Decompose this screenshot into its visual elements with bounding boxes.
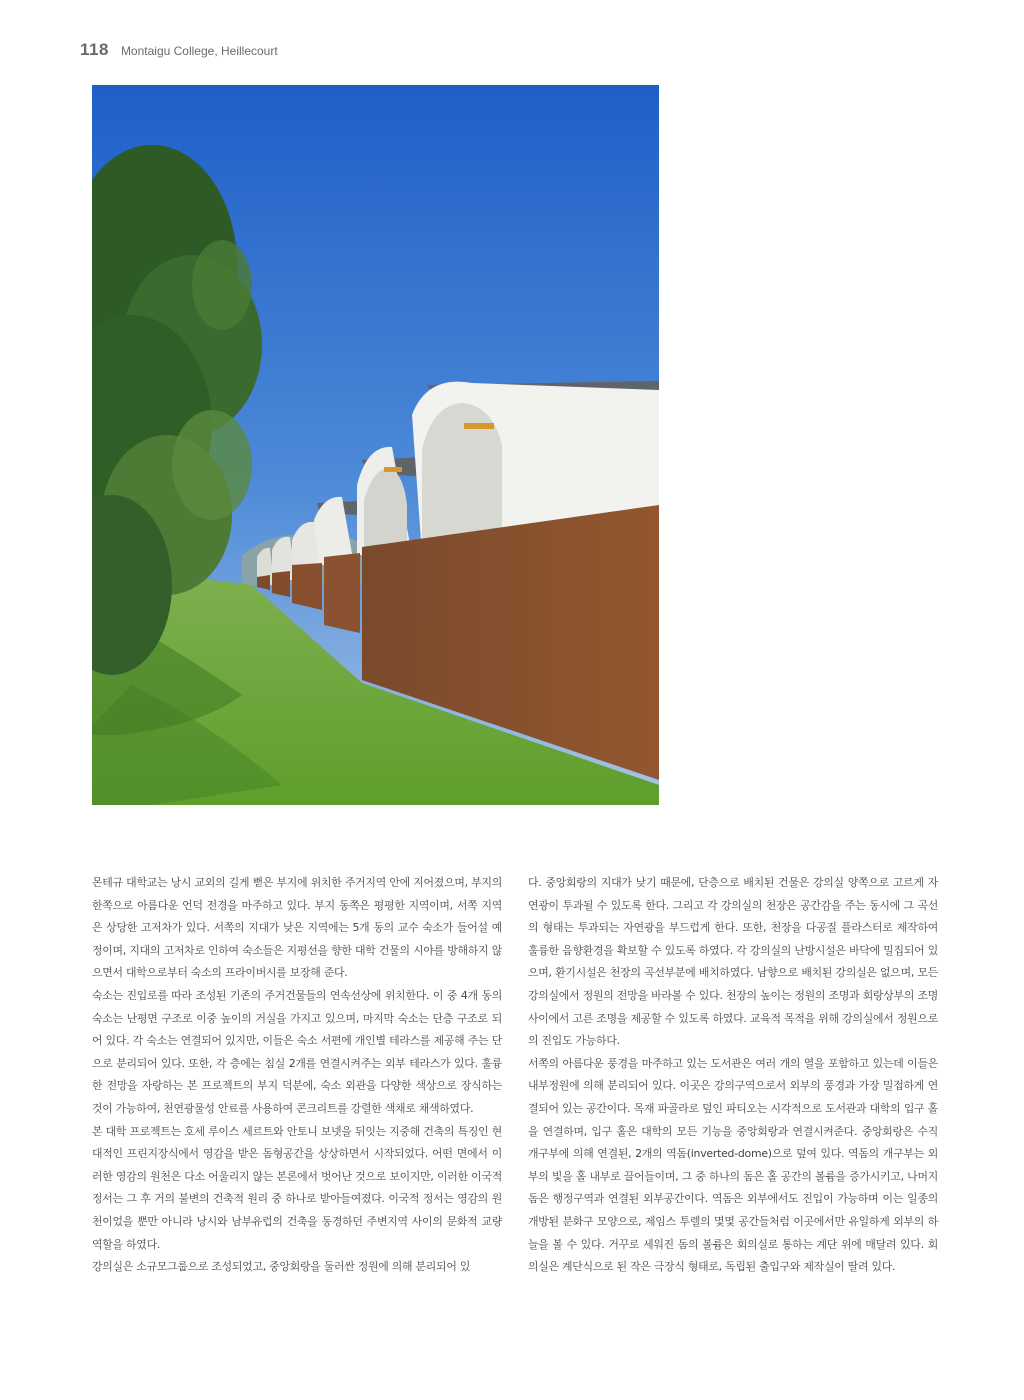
paragraph: 서쪽의 아름다운 풍경을 마주하고 있는 도서관은 여러 개의 열을 포함하고 있는데 이들은 내부정원에 의해 분리되어 있다. 이곳은 강의구역으로서 외부의 풍경과 가장 밀접하게 연결되어 있는 공간이다. 목재 파골라로 덮인 파티오는 시각적으로 도서관과 대학의 입구 홀을 연결하며, 입구 홀은 대학의 모든 기능을 중앙회랑과 연결시켜준다. 중앙회랑은 수직 개구부에 의해 연결된, 2개의 역돔(inverted-dome)으로 덮여 있다. 역돔의 개구부는 외부의 빛을 홀 내부로 끌어들이며, 그 중 하나의 돔은 홀 공간의 볼륨을 증가시키고, 나머지 돔은 행정구역과 연결된 외부공간이다. 역돔은 외부에서도 진입이 가능하며 이는 일종의 개방된 분화구 모양으로, 제임스 투렐의 몇몇 공간들처럼 이곳에서만 유일하게 외부의 하늘을 볼 수 있다. 거꾸로 세워진 돔의 볼륨은 회의실로 통하는 계단 위에 매달려 있다. 회의실은 계단식으로 된 작은 극장식 형태로, 독립된 출입구와 제작실이 딸려 있다. <box>528 1056 938 1274</box>
article-body <box>92 872 938 1279</box>
building-photo <box>92 85 659 805</box>
paragraph: 몬테규 대학교는 낭시 교외의 길게 뻗은 부지에 위치한 주거지역 안에 지어졌으며, 부지의 한쪽으로 아름다운 언덕 전경을 마주하고 있다. 부지 동쪽은 평평한 지역이며, 서쪽 지역은 상당한 고저차가 있다. 서쪽의 지대가 낮은 지역에는 5개 동의 교수 숙소가 들어설 예정이며, 지대의 고저차로 인하여 숙소들은 지평선을 향한 대학 건물의 시야를 방해하지 않으면서 대학으로부터 숙소의 프라이버시를 보장해 준다. <box>92 876 502 980</box>
left-column <box>92 872 502 1279</box>
paragraph: 본 대학 프로젝트는 호세 루이스 세르트와 안토니 보넷을 뒤잇는 지중해 건축의 특징인 현대적인 프린지장식에서 영감을 받은 돔형공간을 상상하면서 시작되었다. 어떤 면에서 이러한 영감의 원천은 다소 어울리지 않는 본론에서 벗어난 것으로 보이지만, 이러한 이국적 정서는 그 후 거의 불변의 건축적 원리 중 하나로 받아들여졌다. 이국적 정서는 영감의 원천이었을 뿐만 아니라 낭시와 남부유럽의 건축을 동경하던 주변지역 사이의 문화적 교량역할을 하였다. <box>92 1124 502 1251</box>
page-header <box>80 40 278 60</box>
paragraph: 숙소는 진입로를 따라 조성된 기존의 주거건물들의 연속선상에 위치한다. 이 중 4개 동의 숙소는 난평면 구조로 이중 높이의 거실을 가지고 있으며, 마지막 숙소는 단층 구조로 되어 있다. 각 숙소는 연결되어 있지만, 이들은 숙소 서편에 개인별 테라스를 제공해 주는 단으로 분리되어 있다. 또한, 각 층에는 침실 2개를 연결시켜주는 외부 테라스가 있다. 훌륭한 전망을 자랑하는 본 프로젝트의 부지 덕분에, 숙소 외관을 다양한 색상으로 장식하는 것이 가능하여, 천연광물성 안료를 사용하여 콘크리트를 강렬한 색채로 채색하였다. <box>92 988 502 1115</box>
running-title: Montaigu College, Heillecourt <box>120 44 278 58</box>
right-column <box>528 872 938 1279</box>
paragraph: 다. 중앙회랑의 지대가 낮기 때문에, 단층으로 배치된 건물은 강의실 양쪽으로 고르게 자연광이 투과될 수 있도록 한다. 그리고 각 강의실의 천장은 공간감을 주는 동시에 그 곡선의 형태는 투과되는 자연광을 부드럽게 한다. 또한, 천장을 다공질 플라스터로 제작하여 훌륭한 음향환경을 확보할 수 있도록 하였다. 각 강의실의 난방시설은 바닥에 밀집되어 있으며, 환기시설은 천장의 곡선부분에 배치하였다. 남향으로 배치된 강의실은 없으며, 모든 강의실에서 정원의 전망을 바라볼 수 있다. 천장의 높이는 정원의 조명과 회랑상부의 조명사이에서 고른 조명을 제공할 수 있도록 하였다. 교육적 목적을 위해 강의실에서 정원으로의 진입도 가능하다. <box>528 876 939 1048</box>
paragraph: 강의실은 소규모그룹으로 조성되었고, 중앙회랑을 둘러싼 정원에 의해 분리되어 있 <box>92 1260 471 1274</box>
page-number: 118 <box>80 40 109 59</box>
